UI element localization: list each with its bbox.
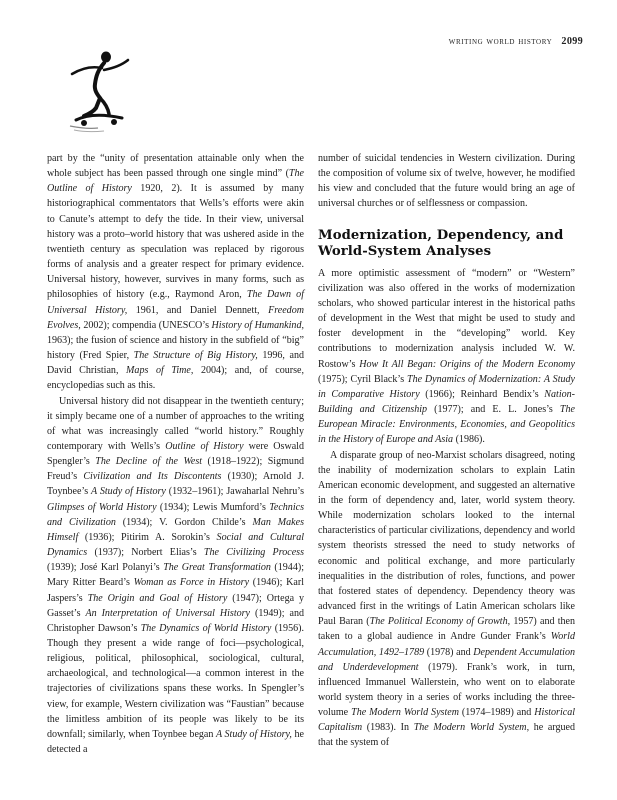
left-paragraph-2: Universal history did not disappear in the twentieth century; it simply became one of a number of approaches to the writing of what was increasingly called “world history.” Roughly contemporary with Wells’s Outline of History were Oswald Spengler’s The Decline of the West (1918–1922); Sigmund Freud’s Civilization and Its Discontents (1930); Arnold J. Toynbee’s A Study of History (1932–1961); Jawaharlal Nehru’s Glimpses of World History (1934); Lewis Mumford’s Technics and Civilization (1934); V. Gordon Childe’s Man Makes Himself (1936); Pitirim A. Sorokin’s Social and Cultural Dynamics (1937); Norbert Elias’s The Civilizing Process (1939); José Karl Polanyi’s The Great Transformation (1944); Mary Ritter Beard’s Woman as Force in History (1946); Karl Jaspers’s The Origin and Goal of History (1947); Ortega y Gasset’s An Interpretation of Universal History (1949); and Christopher Dawson’s The Dynamics of World History (1956). Though they present a wide range of foci—psychological, religious, political, philosophical, sociological, cultural, archaeological, and technological—a common interest in the trajectories of civilizations spans these works. In Spengler’s view, for example, Western civilization was “Faustian” because the limitless ambition of its people was likely to be its downfall; similarly, when Toynbee began A Study of History, he detected a bbox=[47, 395, 305, 756]
right-paragraph-3: A disparate group of neo-Marxist scholars disagreed, noting the inability of modernization scholars to explain Latin American economic development, and suggested an alternative in the form of dependency and, later, world system theory. While modernization scholars looked to the internal characteristics of particular civilizations, dependency and world system theorists stressed the need to study networks of economic and political exchange, and more particularly inequalities in the distribution of roles, functions, and power that fostered states of dependency. Dependency theory was advanced first in the writings of Latin American scholars like Paul Baran (The Political Economy of Growth, 1957) and then taken to a global audience in Andre Gunder Frank’s World Accumulation, 1492–1789 (1978) and Dependent Accumulation and Underdevelopment (1979). Frank’s work, in turn, influenced Immanuel Wallerstein, who went on to elaborate world system theory in a series of works including the three-volume The Modern World System (1974–1989) and Historical Capitalism (1983). In The Modern World System, he argued that the system of bbox=[318, 449, 576, 749]
running-head-title: writing world history bbox=[448, 36, 553, 47]
right-column bbox=[318, 151, 575, 751]
left-paragraph-1: part by the “unity of presentation attainable only when the whole subject has been passed through one single mind” (The Outline of History 1920, 2). It is assumed by many historiographical commentators that Wells’s efforts were akin to Canute’s attempt to defy the tide. In their view, universal history was a proto–world history that was ushered aside in the twentieth century as speculation was replaced by rigorous forms of analysis and a greater respect for primary evidence. Universal history, however, survives in many forms, such as philosophies of history (e.g., Raymond Aron, The Dawn of Universal History, 1961, and Daniel Dennett, Freedom Evolves, 2002); compendia (UNESCO’s History of Humankind, 1963); the fusion of science and history in the subfield of “big” history (Fred Spier, The Structure of Big History, 1996, and David Christian, Maps of Time, 2004); and, of course, encyclopedias such as this. bbox=[47, 153, 305, 392]
left-column bbox=[47, 151, 304, 757]
page-number: 2099 bbox=[561, 36, 583, 47]
skateboarder-figure-icon bbox=[62, 48, 132, 138]
right-paragraph-1: number of suicidal tendencies in Western civilization. During the composition of volume six of twelve, however, he modified his view and concluded that the future would bring an age of universal churches or of selflessness or compassion. bbox=[318, 153, 575, 210]
right-paragraph-2: A more optimistic assessment of “modern” or “Western” civilization was also offered in the works of modernization scholars, who showed particular interest in the historical paths of development in the West that might be used to study and foster development in the “developing” world. Key contributions to modernization analysis included W. W. Rostow’s How It All Began: Origins of the Modern Economy (1975); Cyril Black’s The Dynamics of Modernization: A Study in Comparative History (1966); Reinhard Bendix’s Nation-Building and Citizenship (1977); and E. L. Jones’s The European Miracle: Environments, Economies, and Geopolitics in the History of Europe and Asia (1986). bbox=[318, 267, 576, 446]
running-head bbox=[449, 36, 583, 47]
section-heading: Modernization, Dependency, and World-System Analyses bbox=[318, 227, 564, 259]
